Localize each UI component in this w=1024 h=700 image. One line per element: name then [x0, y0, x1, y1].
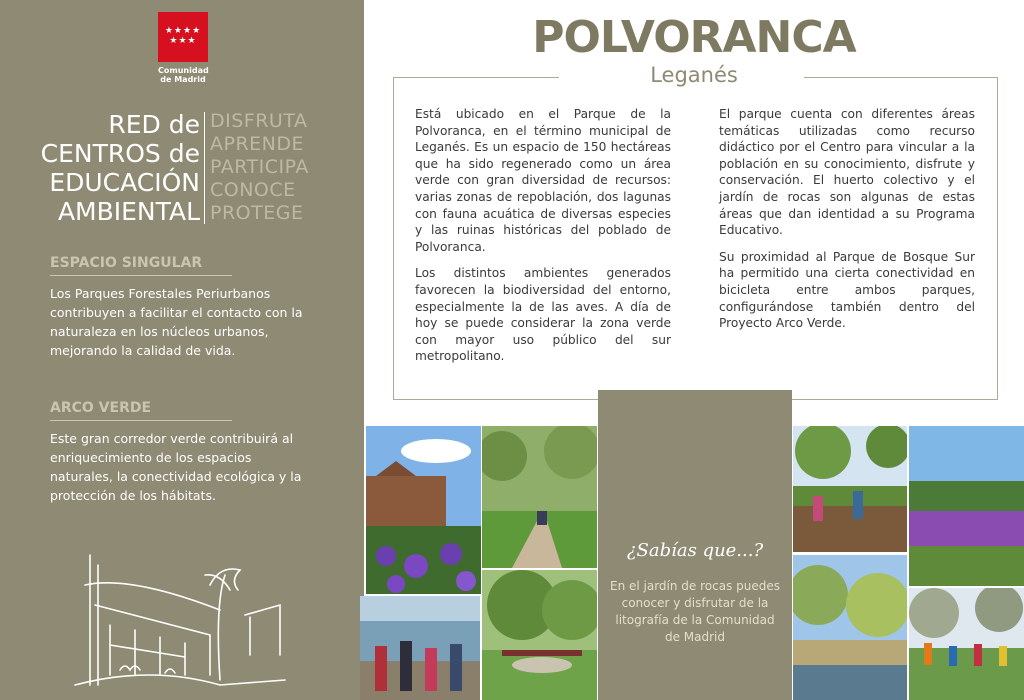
logo-line1: Comunidad [158, 66, 209, 75]
network-title [41, 110, 200, 226]
network-verbs [210, 110, 309, 225]
sabias-que-box [598, 390, 792, 700]
verb: DISFRUTA [210, 110, 308, 132]
photo-pond [793, 555, 907, 700]
sidebar [0, 0, 364, 700]
verb: CONOCE [210, 179, 296, 201]
comunidad-madrid-logo [158, 12, 208, 84]
verb: APRENDE [210, 133, 305, 155]
arco-verde-text: Este gran corredor verde contribuirá al enriquecimiento de los espacios naturales, la conectividad ecológica y la protección de los hábitats. [50, 431, 302, 503]
espacio-rule [50, 275, 232, 276]
network-title-line: CENTROS de [40, 139, 200, 168]
network-title-line: EDUCACIÓN [49, 168, 200, 197]
title-divider [204, 112, 205, 224]
paragraph: El parque cuenta con diferentes áreas temáticas utilizadas como recurso didáctico por el Centro para vincular a la población en su conocimiento, disfrute y conservación. El huerto colectivo y el jardín de rocas son algunas de estas áreas que dan identidad a su Programa Educativo. [719, 107, 975, 238]
photo-community-garden [793, 426, 907, 552]
picnic-photo-icon [482, 570, 597, 700]
pond-photo-icon [793, 555, 907, 700]
text-column-right [719, 106, 975, 342]
verb: PARTICIPA [210, 156, 309, 178]
paragraph: Su proximidad al Parque de Bosque Sur ha permitido una cierta conectividad en bicicleta entre ambos parques, configurándose también dentro del Proyecto Arco Verde. [719, 249, 975, 331]
flag-stars: ★★★★ ★★★ [164, 26, 202, 46]
page-title: POLVORANCA [532, 12, 856, 63]
sabias-que-text: En el jardín de rocas puedes conocer y disfrutar de la litografía de la Comunidad de Madrid [609, 579, 780, 644]
ruins-photo-icon [366, 426, 481, 594]
arco-verde-heading: ARCO VERDE [50, 400, 152, 416]
lavender-photo-icon [909, 426, 1024, 586]
verb: PROTEGE [210, 202, 304, 224]
photo-lake-group [360, 596, 480, 700]
espacio-singular-heading: ESPACIO SINGULAR [50, 255, 203, 271]
network-title-line: AMBIENTAL [57, 197, 200, 226]
photo-lavender-field [909, 426, 1024, 586]
madrid-flag-icon [158, 12, 208, 62]
photo-park-path [482, 426, 597, 568]
photo-cyclists [909, 588, 1024, 700]
photo-picnic-area [482, 570, 597, 700]
garden-photo-icon [793, 426, 907, 552]
arco-rule [50, 420, 232, 421]
paragraph: Los distintos ambientes generados favorecen la biodiversidad del entorno, especialmente la de las aves. A día de hoy se puede considerar la zona verde con mayor uso público del sur metropolitano. [415, 266, 671, 364]
network-title-line: RED de [108, 110, 200, 139]
photo-ruins-flowers [366, 426, 481, 594]
paragraph: Está ubicado en el Parque de la Polvoranca, en el término municipal de Leganés. Es un espacio de 150 hectáreas que ha sido regenerado como un área verde con gran diversidad de recursos: varias zonas de repoblación, dos lagunas con fauna acuática de diversas especies y las ruinas históricas del poblado de Polvoranca. [415, 107, 671, 254]
cyclists-photo-icon [909, 588, 1024, 700]
frame-top-right [804, 77, 998, 78]
espacio-singular-text: Los Parques Forestales Periurbanos contribuyen a facilitar el contacto con la naturaleza en los núcleos urbanos, mejorando la calidad de vida. [50, 286, 303, 358]
frame-top-left [393, 77, 559, 78]
park-path-photo-icon [482, 426, 597, 568]
logo-line2: de Madrid [160, 75, 206, 84]
text-column-left [415, 106, 671, 375]
sabias-que-title: ¿Sabías que...? [626, 540, 764, 561]
lake-group-photo-icon [360, 596, 480, 700]
page-subtitle: Leganés [650, 63, 738, 87]
house-sketch-icon [70, 545, 290, 695]
